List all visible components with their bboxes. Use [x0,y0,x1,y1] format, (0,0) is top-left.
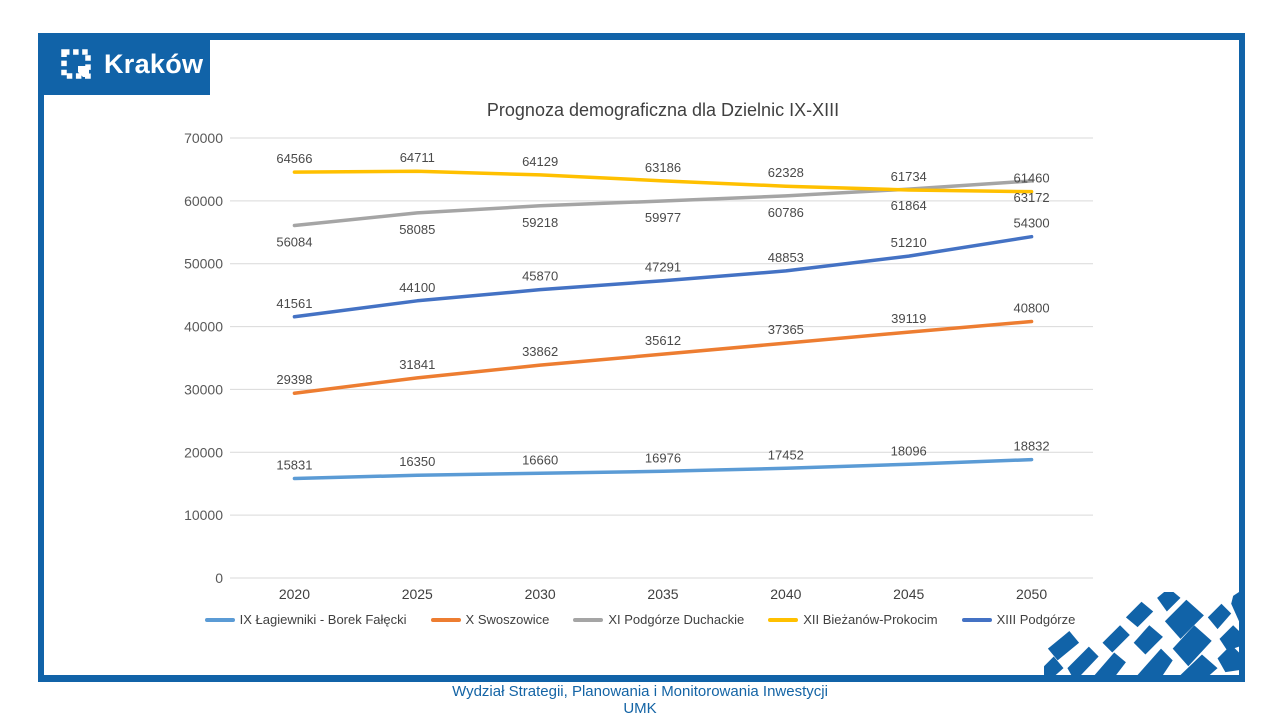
legend-swatch [962,618,992,622]
y-axis-labels [184,130,223,586]
y-tick-label: 10000 [184,507,223,524]
footer-org: UMK [623,700,657,717]
data-label: 63172 [1013,189,1050,205]
data-label: 63186 [644,159,682,175]
x-tick-label: 2025 [401,586,433,602]
data-label: 64566 [276,151,313,167]
data-label: 29398 [276,372,313,388]
data-label: 48853 [767,249,804,265]
data-label: 54300 [1013,215,1050,231]
data-label: 35612 [644,333,682,349]
data-label: 39119 [891,311,927,327]
x-tick-label: 2045 [893,586,925,602]
data-labels [276,150,1049,472]
legend-item [205,612,407,627]
gridlines [230,138,1093,578]
data-label: 62328 [767,165,804,181]
data-label: 16350 [399,454,436,470]
data-label: 40800 [1013,300,1050,316]
data-label: 47291 [644,259,682,275]
x-tick-label: 2040 [770,586,802,602]
y-tick-label: 40000 [184,318,223,335]
chart-legend [180,612,1100,627]
data-label: 41561 [276,295,313,311]
y-tick-label: 30000 [184,381,223,398]
data-label: 33862 [522,344,559,360]
footer-department: Wydział Strategii, Planowania i Monitorowania Inwestycji [452,683,828,700]
data-label: 37365 [767,322,804,338]
data-label: 64711 [399,150,435,166]
legend-label: XI Podgórze Duchackie [608,612,745,627]
data-label: 61864 [890,198,927,214]
y-tick-label: 50000 [184,255,223,272]
legend-swatch [205,618,235,622]
data-label: 44100 [399,279,436,295]
data-label: 16660 [522,452,559,468]
legend-item [573,612,744,627]
x-tick-label: 2030 [524,586,556,602]
data-label: 31841 [399,356,436,372]
legend-swatch [573,618,603,622]
legend-item [768,612,937,627]
legend-swatch [768,618,798,622]
legend-label: X Swoszowice [465,612,550,627]
data-label: 15831 [276,457,313,473]
data-label: 58085 [399,221,436,237]
data-label: 45870 [522,268,559,284]
chart-title: Prognoza demograficzna dla Dzielnic IX-XIII [486,100,840,120]
legend-label: XII Bieżanów-Prokocim [803,612,938,627]
krakow-logo-text: Kraków [104,48,204,79]
data-label: 59977 [644,210,682,226]
y-tick-label: 0 [215,570,223,586]
y-tick-label: 20000 [184,444,223,461]
x-axis-labels [279,586,1048,602]
data-label: 61460 [1013,170,1050,186]
data-label: 17452 [767,447,804,463]
x-tick-label: 2035 [647,586,679,602]
footer [0,683,1280,717]
legend-label: XIII Podgórze [996,612,1076,627]
x-tick-label: 2020 [278,586,311,602]
data-label: 64129 [522,153,559,169]
y-tick-label: 70000 [184,130,223,146]
x-tick-label: 2050 [1015,586,1048,602]
data-label: 60786 [767,204,804,220]
city-map-decoration [1044,592,1239,675]
data-label: 59218 [522,214,559,230]
data-label: 18096 [890,443,927,459]
data-label: 16976 [644,450,682,466]
data-label: 56084 [276,234,313,250]
legend-swatch [431,618,461,622]
legend-label: IX Łagiewniki - Borek Fałęcki [239,612,407,627]
data-label: 61734 [890,168,927,184]
y-tick-label: 60000 [184,192,223,209]
data-label: 51210 [890,235,927,251]
legend-item [431,612,550,627]
data-label: 18832 [1013,438,1050,454]
